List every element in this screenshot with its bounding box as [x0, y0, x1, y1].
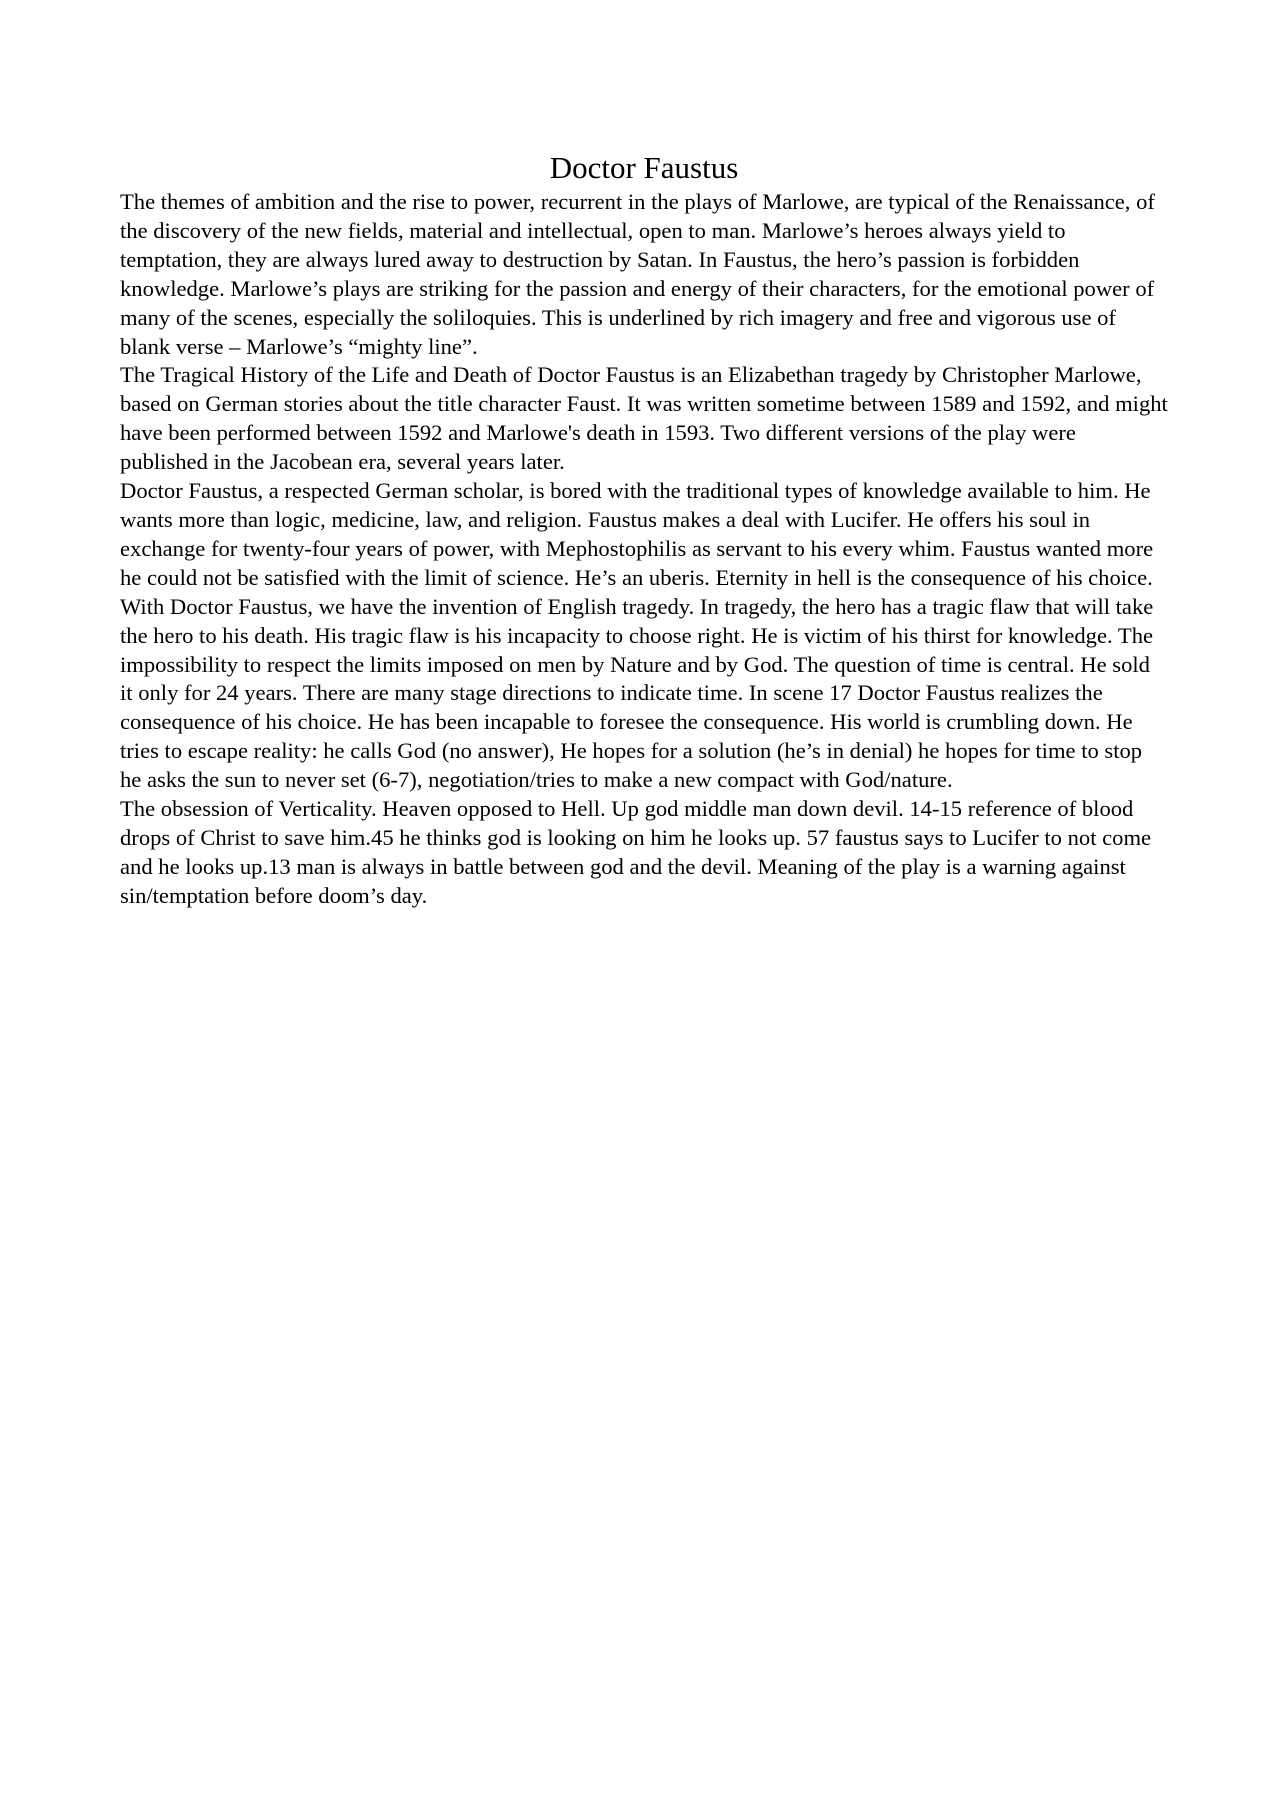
paragraph-verticality: The obsession of Verticality. Heaven opposed to Hell. Up god middle man down devil. 14-15 reference of blood drops of Christ to save him.45 he thinks god is looking on him he looks up. 57 faustus says to Lucifer to not come and he looks up.13 man is always in battle between god and the devil. Meaning of the play is a warning against sin/temptation before doom’s day. — [120, 796, 1152, 908]
paragraph-summary: Doctor Faustus, a respected German scholar, is bored with the traditional types of knowledge available to him. He wants more than logic, medicine, law, and religion. Faustus makes a deal with Lucifer. He offers his soul in exchange for twenty-four years of power, with Mephostophilis as servant to his every whim. Faustus wanted more he could not be satisfied with the limit of science. He’s an uberis. Eternity in hell is the consequence of his choice. With Doctor Faustus, we have the invention of English tragedy. In tragedy, the hero has a tragic flaw that will take the hero to his death. His tragic flaw is his incapacity to choose right. He is victim of his thirst for knowledge. The impossibility to respect the limits imposed on men by Nature and by God. The question of time is central. He sold it only for 24 years. There are many stage directions to indicate time. In scene 17 Doctor Faustus realizes the consequence of his choice. He has been incapable to foresee the consequence. His world is crumbling down. He tries to escape reality: he calls God (no answer), He hopes for a solution (he’s in denial) he hopes for time to stop he asks the sun to never set (6-7), negotiation/tries to make a new compact with God/nature. — [120, 478, 1154, 793]
paragraph-history: The Tragical History of the Life and Death of Doctor Faustus is an Elizabethan tragedy by Christopher Marlowe, based on German stories about the title character Faust. It was written sometime between 1589 and 1592, and might have been performed between 1592 and Marlowe's death in 1593. Two different versions of the play were published in the Jacobean era, several years later. — [120, 362, 1168, 475]
document-body — [120, 150, 1168, 911]
paragraph-themes: The themes of ambition and the rise to power, recurrent in the plays of Marlowe, are typical of the Renaissance, of the discovery of the new fields, material and intellectual, open to man. Marlowe’s heroes always yield to temptation, they are always lured away to destruction by Satan. In Faustus, the hero’s passion is forbidden knowledge. Marlowe’s plays are striking for the passion and energy of their characters, for the emotional power of many of the scenes, especially the soliloquies. This is underlined by rich imagery and free and vigorous use of blank verse – Marlowe’s “mighty line”. — [120, 189, 1155, 359]
document-title: Doctor Faustus — [549, 150, 739, 185]
